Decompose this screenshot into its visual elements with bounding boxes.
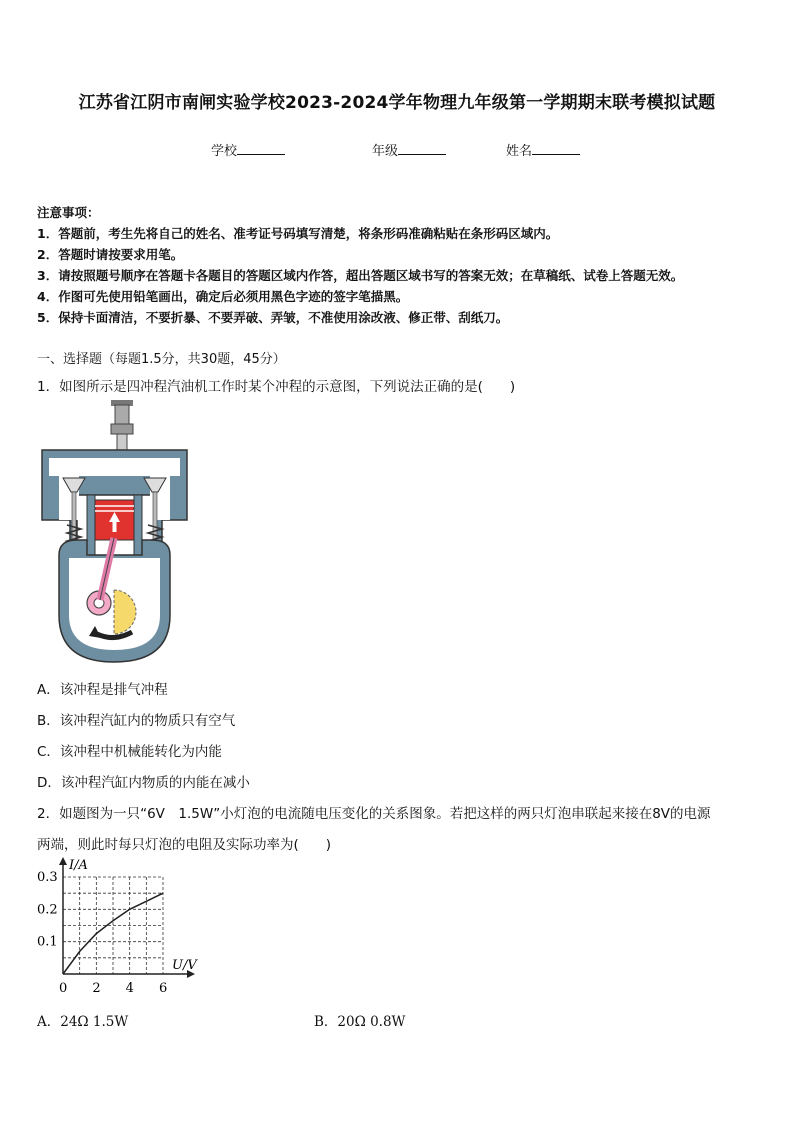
x-tick-label: 2	[92, 981, 101, 996]
grade-blank[interactable]	[398, 142, 446, 155]
x-tick-label: 6	[159, 981, 168, 996]
name-label: 姓名	[506, 144, 533, 159]
exam-title: 江苏省江阴市南闸实验学校2023-2024学年物理九年级第一学期期末联考模拟试题	[78, 93, 716, 113]
chart-grid	[63, 877, 163, 974]
notice-item: 2．答题时请按要求用笔。	[37, 247, 184, 262]
question-1-stem: 1．如图所示是四冲程汽油机工作时某个冲程的示意图，下列说法正确的是( )	[37, 379, 516, 395]
name-blank[interactable]	[532, 142, 580, 155]
notice-item: 3．请按照题号顺序在答题卡各题目的答题区域内作答，超出答题区域书写的答案无效；在草稿纸、试卷上答题无效。	[37, 268, 684, 283]
q1-option-d[interactable]: D．该冲程汽缸内物质的内能在减小	[37, 775, 250, 791]
y-axis-label: I/A	[69, 858, 88, 873]
notice-item: 4．作图可先使用铅笔画出，确定后必须用黑色字迹的签字笔描黑。	[37, 289, 409, 304]
section-heading: 一、选择题（每题1.5分，共30题，45分）	[37, 352, 286, 367]
y-axis-arrow	[59, 857, 67, 865]
notice-item: 5．保持卡面清洁，不要折暴、不要弄破、弄皱，不准使用涂改液、修正带、刮纸刀。	[37, 310, 509, 325]
iu-chart	[30, 852, 205, 1000]
q1-option-b[interactable]: B．该冲程汽缸内的物质只有空气	[37, 713, 236, 729]
school-field	[211, 140, 285, 159]
grade-label: 年级	[372, 144, 399, 159]
question-2-stem-line2: 两端，则此时每只灯泡的电阻及实际功率为( )	[37, 837, 332, 853]
x-tick-label: 4	[125, 981, 134, 996]
piston-icon	[95, 500, 134, 540]
y-tick-label: 0.3	[37, 870, 58, 885]
y-tick-label: 0.1	[37, 934, 58, 950]
x-tick-label: 0	[59, 981, 68, 996]
engine-diagram	[37, 400, 192, 665]
school-label: 学校	[211, 144, 238, 159]
grade-field	[372, 140, 446, 159]
notice-item: 1．答题前，考生先将自己的姓名、准考证号码填写清楚，将条形码准确粘贴在条形码区域内。	[37, 226, 559, 241]
notice-heading: 注意事项：	[37, 205, 100, 220]
school-blank[interactable]	[237, 142, 285, 155]
q2-option-b[interactable]: B．20Ω 0.8W	[314, 1014, 406, 1030]
q2-option-a[interactable]: A．24Ω 1.5W	[37, 1014, 129, 1030]
y-tick-label: 0.2	[37, 902, 58, 918]
question-2-stem-line1: 2．如题图为一只“6V 1.5W”小灯泡的电流随电压变化的关系图象。若把这样的两只灯泡串联起来接在8V的电源	[37, 806, 711, 822]
q1-option-a[interactable]: A．该冲程是排气冲程	[37, 682, 168, 698]
q1-option-c[interactable]: C．该冲程中机械能转化为内能	[37, 744, 222, 760]
x-axis-label: U/V	[172, 958, 197, 973]
name-field	[506, 140, 580, 159]
